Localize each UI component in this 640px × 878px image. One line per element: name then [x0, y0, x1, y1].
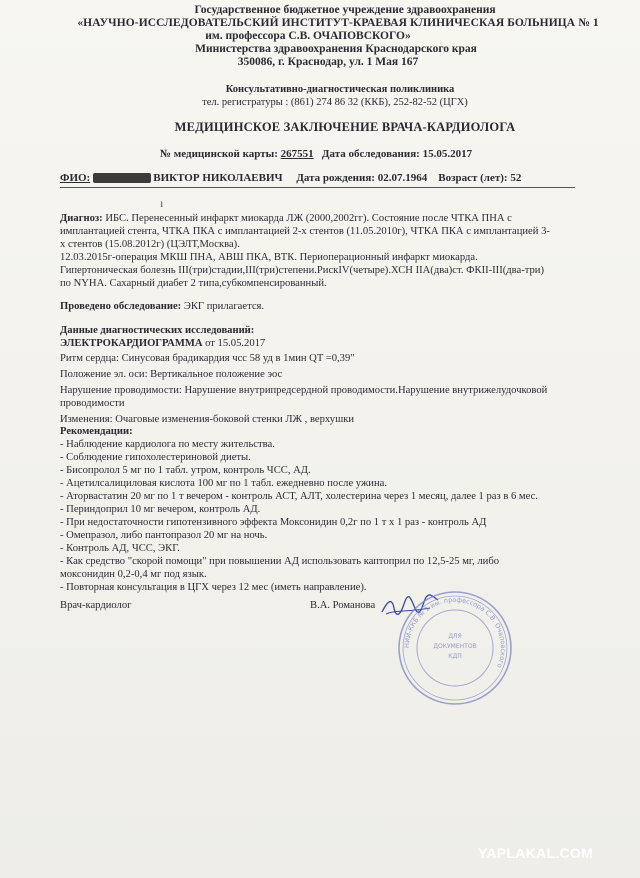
stamp-text: НИИ-ККБ № 1 им. профессора С.В. Очаповского — [402, 595, 508, 669]
recommendation-item: - Аторвастатин 20 мг по 1 т вечером - контроль АСТ, АЛТ, холестерина через 1 месяц, далее 1 раз в 6 мес. — [60, 491, 538, 502]
recommendation-item: - Бисопролол 5 мг по 1 табл. утром, контроль ЧСС, АД. — [60, 465, 311, 476]
exam-date: 15.05.2017 — [422, 148, 473, 160]
header-address: 350086, г. Краснодар, ул. 1 Мая 167 — [237, 56, 419, 68]
age-label: Возраст (лет): — [438, 172, 508, 184]
ecg-label: ЭЛЕКТРОКАРДИОГРАММА — [60, 338, 203, 349]
ecg-date: от 15.05.2017 — [202, 338, 266, 349]
recommendation-item: моксонидин 0,2-0,4 мг под язык. — [60, 569, 207, 580]
diagnosis-text-2: имплантацией стента, ЧТКА ПКА с имплантацией 2-х стентов (11.05.2010г), ЧТКА ПКА с имплантацией 3- — [60, 226, 550, 237]
header-line-4: Министерства здравоохранения Краснодарского края — [195, 43, 477, 55]
card-number-label: № медицинской карты: — [160, 148, 278, 160]
divider — [60, 187, 575, 188]
recommendation-item: - При недостаточности гипотензивного эффекта Моксонидин 0,2г по 1 т х 1 раз - контроль АД — [60, 517, 487, 528]
ecg-conduction-1: Нарушение проводимости: Нарушение внутрипредсердной проводимости.Нарушение внутрижелудочковой — [60, 385, 548, 396]
redacted-surname — [93, 173, 151, 183]
dob: 02.07.1964 — [377, 172, 428, 184]
exam-value: ЭКГ прилагается. — [181, 301, 265, 312]
header-line-2: «НАУЧНО-ИССЛЕДОВАТЕЛЬСКИЙ ИНСТИТУТ-КРАЕВАЯ КЛИНИЧЕСКАЯ БОЛЬНИЦА № 1 — [77, 17, 599, 29]
diagnosis-text-6: по NYHA. Сахарный диабет 2 типа,субкомпенсированный. — [60, 278, 327, 289]
svg-text:КДП: КДП — [448, 653, 462, 660]
recommendation-item: - Соблюдение гипохолестериновой диеты. — [60, 452, 251, 463]
diagnosis-section — [60, 212, 600, 290]
header-line-1: Государственное бюджетное учреждение здравоохранения — [194, 4, 496, 16]
diagnosis-text-1: ИБС. Перенесенный инфаркт миокарда ЛЖ (2000,2002гг). Состояние после ЧТКА ПНА с — [102, 213, 512, 224]
diagnostics-label: Данные диагностических исследований: — [60, 325, 255, 336]
recommendation-item: - Как средство "скорой помощи" при повышении АД использовать каптоприл по 12,5-25 мг, либо — [60, 556, 500, 567]
recommendations-section — [60, 425, 600, 594]
card-line — [160, 148, 472, 160]
diagnostics-section — [60, 324, 600, 426]
fio-label: ФИО: — [60, 172, 91, 184]
diagnosis-text-4: 12.03.2015г-операция МКШ ПНА, АВШ ПКА, ВТК. Периоперационный инфаркт миокарда. — [60, 252, 478, 263]
exam-date-label: Дата обследования: — [321, 148, 420, 160]
dob-label: Дата рождения: — [296, 172, 375, 184]
document-title: МЕДИЦИНСКОЕ ЗАКЛЮЧЕНИЕ ВРАЧА-КАРДИОЛОГА — [174, 120, 516, 134]
signer-role: Врач-кардиолог — [60, 600, 132, 611]
age: 52 — [510, 172, 522, 184]
svg-text:ДЛЯ: ДЛЯ — [448, 633, 462, 640]
recommendation-item: - Периндоприл 10 мг вечером, контроль АД. — [60, 504, 261, 515]
ecg-changes: Изменения: Очаговые изменения-боковой стенки ЛЖ , верхушки — [60, 414, 355, 425]
diagnosis-label: Диагноз: — [60, 213, 103, 224]
recommendation-item: - Наблюдение кардиолога по месту жительства. — [60, 439, 275, 450]
recommendation-item: - Омепразол, либо пантопразол 20 мг на ночь. — [60, 530, 268, 541]
recommendations-label: Рекомендации: — [60, 426, 133, 437]
card-number: 267551 — [280, 148, 314, 160]
diagnosis-text-5: Гипертоническая болезнь III(три)стадии,III(три)степени.РискIV(четыре).ХСН IIА(два)ст. ФКII-III(два-три) — [60, 265, 545, 276]
recommendation-item: - Ацетилсалициловая кислота 100 мг по 1 табл. ежедневно после ужина. — [60, 478, 387, 489]
header-line-3: им. профессора С.В. ОЧАПОВСКОГО» — [205, 30, 411, 42]
watermark: YAPLAKAL.COM — [478, 845, 594, 861]
signer-name: В.А. Романова — [310, 600, 376, 611]
exam-label: Проведено обследование: — [60, 301, 182, 312]
ecg-rhythm: Ритм сердца: Синусовая брадикардия чсс 58 уд в 1мин QT =0,39" — [60, 353, 355, 364]
ecg-conduction-2: проводимости — [60, 398, 125, 409]
pen-mark: ı — [160, 196, 164, 210]
patient-name: ВИКТОР НИКОЛАЕВИЧ — [153, 172, 283, 184]
exam-section — [60, 300, 600, 313]
recommendation-item: - Повторная консультация в ЦГХ через 12 мес (иметь направление). — [60, 582, 367, 593]
official-stamp — [395, 588, 515, 708]
patient-line — [60, 172, 521, 184]
ecg-axis: Положение эл. оси: Вертикальное положение эос — [60, 369, 283, 380]
diagnosis-text-3: х стентов (15.08.2012г) (ЦЭЛТ,Москва). — [60, 239, 240, 250]
svg-text:ДОКУМЕНТОВ: ДОКУМЕНТОВ — [433, 643, 477, 650]
clinic-phones: тел. регистратуры : (861) 274 86 32 (ККБ), 252-82-52 (ЦГХ) — [202, 97, 468, 108]
recommendation-item: - Контроль АД, ЧСС, ЭКГ. — [60, 543, 180, 554]
clinic-name: Консультативно-диагностическая поликлиника — [225, 84, 455, 95]
